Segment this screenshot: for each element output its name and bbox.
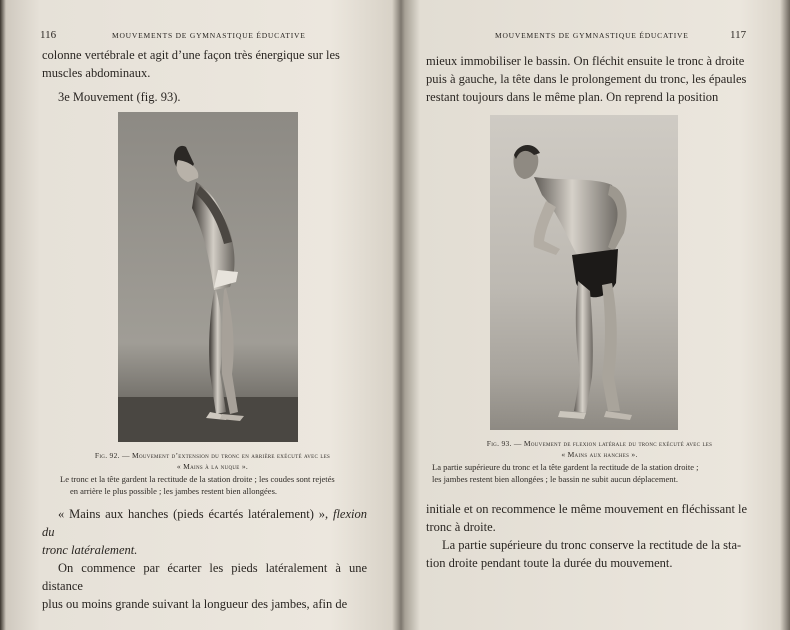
italic-span: tronc latéralement.: [42, 543, 138, 557]
text-line: [42, 505, 367, 541]
text-line: puis à gauche, la tête dans le prolongement du tronc, les épaules: [426, 72, 747, 86]
text-line: [42, 541, 367, 559]
text-line: On commence par écarter les pieds latéralement à une distance: [42, 561, 367, 593]
text-line: initiale et on recommence le même mouvement en fléchissant le: [426, 502, 748, 516]
figure-92-caption: [60, 450, 365, 497]
caption-line: les jambes restent bien allongées ; le bassin ne subit aucun déplacement.: [432, 473, 678, 484]
running-head: MOUVEMENTS DE GYMNASTIQUE ÉDUCATIVE: [112, 31, 306, 40]
italic-span: flexion du: [42, 507, 367, 539]
top-paragraph: [426, 52, 762, 106]
text-line: La partie supérieure du tronc conserve la rectitude de la sta-: [442, 538, 742, 552]
top-paragraph: [42, 46, 367, 106]
caption-line: Le tronc et la tête gardent la rectitude de la station droite ; les coudes sont rejetés: [60, 474, 335, 484]
text-line: restant toujours dans le même plan. On reprend la position: [426, 90, 719, 104]
text-span: « Mains aux hanches (pieds écartés latéralement) »,: [58, 507, 329, 521]
text-line: tronc à droite.: [426, 520, 496, 534]
text-line: colonne vertébrale et agit d’une façon très énergique sur les: [42, 48, 340, 62]
page-number: 117: [730, 29, 747, 41]
right-page: [402, 0, 790, 630]
man-extension-photo: [118, 112, 298, 442]
text-line: mieux immobiliser le bassin. On fléchit ensuite le tronc à droite: [426, 54, 745, 68]
figure-title: — Mouvement d’extension du tronc en arrière exécuté avec les: [122, 451, 331, 460]
figure-label: Fig. 92.: [94, 451, 120, 460]
caption-description: [60, 474, 365, 497]
figure-title: — Mouvement de flexion latérale du tronc exécuté avec les: [513, 439, 713, 448]
caption-title: [432, 438, 767, 460]
figure-93-caption: [432, 438, 767, 485]
caption-description: [432, 462, 767, 485]
movement-heading: 3e Mouvement (fig. 93).: [58, 90, 181, 104]
figure-93-photo: [490, 115, 678, 430]
text-line: muscles abdominaux.: [42, 66, 151, 80]
man-lateral-flexion-photo: [490, 115, 678, 430]
caption-title: [60, 450, 365, 472]
text-line: tion droite pendant toute la durée du mouvement.: [426, 556, 673, 570]
bottom-paragraphs: [42, 505, 367, 613]
caption-line: en arrière le plus possible ; les jambes restent bien allongées.: [70, 485, 278, 496]
figure-92-photo: [118, 112, 298, 442]
figure-title-cont: « Mains à la nuque ».: [176, 462, 249, 471]
figure-label: Fig. 93.: [486, 439, 512, 448]
bottom-paragraphs: [426, 500, 762, 572]
running-head: MOUVEMENTS DE GYMNASTIQUE ÉDUCATIVE: [495, 31, 689, 40]
caption-line: La partie supérieure du tronc et la tête gardent la rectitude de la station droite ;: [432, 462, 699, 472]
page-number: 116: [40, 29, 57, 41]
figure-title-cont: « Mains aux hanches ».: [561, 450, 638, 459]
text-line: plus ou moins grande suivant la longueur des jambes, afin de: [42, 597, 348, 611]
